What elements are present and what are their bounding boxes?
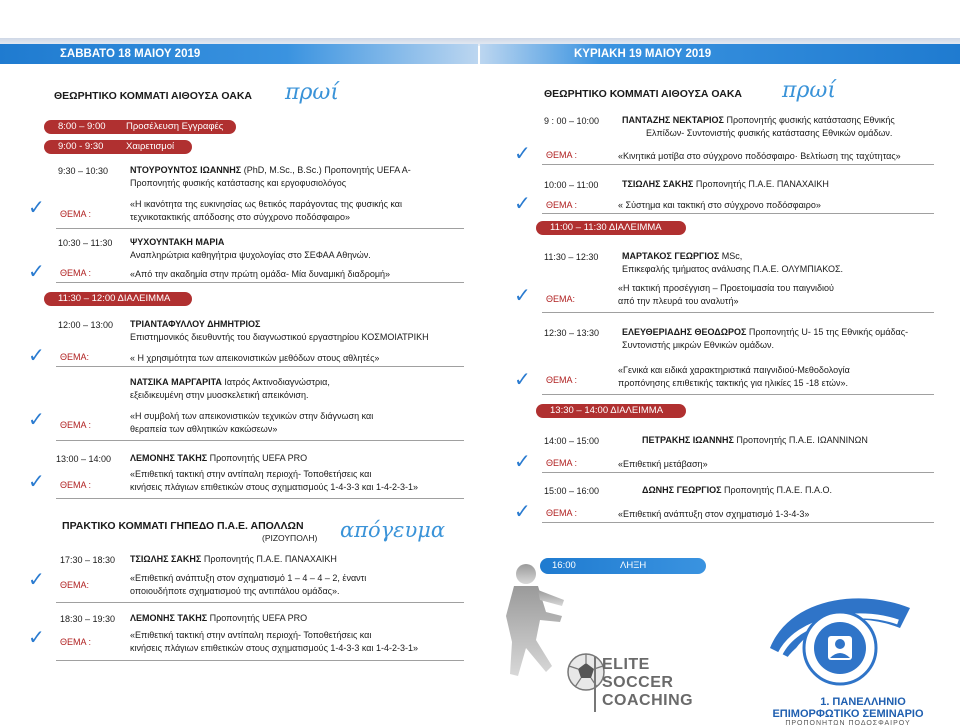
slot-time: 18:30 – 19:30: [60, 614, 116, 624]
theme-label: ΘΕΜΑ :: [546, 200, 578, 210]
practical-location: (ΡΙΖΟΥΠΟΛΗ): [262, 533, 318, 543]
day-sunday: ΚΥΡΙΑΚΗ 19 ΜΑΙΟΥ 2019: [480, 44, 960, 64]
speaker-role: εξειδικευμένη στην μυοσκελετική απεικόνιση.: [130, 390, 309, 400]
check-icon: ✓: [514, 143, 531, 165]
theme-line-1: «Επιθετική τακτική στην αντίπαλη περιοχή- Τοποθετήσεις και: [130, 630, 372, 640]
speaker-role: Συντονιστής μικρών Εθνικών ομάδων.: [622, 340, 775, 350]
speaker-creds: Προπονητής Π.Α.Ε. Π.Α.Ο.: [721, 485, 833, 495]
speaker-name: ΠΕΤΡΑΚΗΣ ΙΩΑΝΝΗΣ: [642, 435, 734, 445]
check-icon: ✓: [28, 345, 45, 367]
slot-time: 12:00 – 13:00: [58, 320, 114, 330]
speaker: [130, 376, 470, 402]
theme-label: ΘΕΜΑ :: [546, 375, 578, 385]
elite-word-2: SOCCER: [602, 674, 674, 691]
theme-label: ΘΕΜΑ :: [60, 209, 92, 219]
slot-time: 9:30 – 10:30: [58, 166, 109, 176]
afternoon-label: απόγευμα: [340, 518, 446, 542]
divider-line: [56, 282, 464, 283]
elite-word-3: COACHING: [602, 692, 694, 709]
speaker-role: Αναπληρώτρια καθηγήτρια ψυχολογίας στο ΣΕΦΑΑ Αθηνών.: [130, 250, 371, 260]
check-icon: ✓: [28, 197, 45, 219]
speaker: [642, 484, 958, 497]
speaker-name: ΤΡΙΑΝΤΑΦΥΛΛΟΥ ΔΗΜΗΤΡΙΟΣ: [130, 319, 261, 329]
theme-line-2: θεραπεία των αθλητικών κακώσεων»: [130, 424, 278, 434]
speaker: [622, 114, 958, 140]
end-text: ΛΗΞΗ ΣΕΜΙΝΑΡΙΟΥ: [540, 560, 647, 587]
check-icon: ✓: [28, 409, 45, 431]
elite-word-1: ELITE: [602, 656, 650, 673]
speaker: [622, 250, 958, 276]
speaker-role: Επιστημονικός διευθυντής του διαγνωστικού εργαστηρίου ΚΟΣΜΟΙΑΤΡΙΚΗ: [130, 332, 429, 342]
speaker-creds: Προπονητής UEFA PRO: [207, 613, 308, 623]
slot-time: 13:00 – 14:00: [56, 454, 112, 464]
schedule-pill-break: 11:30 – 12:00 ΔΙΑΛΕΙΜΜΑ: [44, 292, 192, 306]
day-header-bar: [0, 38, 960, 68]
check-icon: ✓: [28, 627, 45, 649]
morning-label: πρωί: [782, 78, 836, 103]
check-icon: ✓: [28, 261, 45, 283]
theme-label: ΘΕΜΑ :: [546, 508, 578, 518]
speaker-creds: Ιατρός Ακτινοδιαγνώστρια,: [221, 377, 330, 387]
speaker-creds: Προπονητής Π.Α.Ε. ΠΑΝΑΧΑΙΚΗ: [693, 179, 829, 189]
theme-line-1: «Η τακτική προσέγγιση – Προετοιμασία του παιγνιδιού: [618, 283, 834, 293]
speaker-creds: Προπονητής Π.Α.Ε. ΠΑΝΑΧΑΙΚΗ: [201, 554, 337, 564]
speaker: [130, 236, 470, 262]
theory-section-title: ΘΕΩΡΗΤΙΚΟ ΚΟΜΜΑΤΙ ΑΙΘΟΥΣΑ ΟΑΚΑ: [54, 90, 253, 102]
slot-time: 15:00 – 16:00: [544, 486, 600, 496]
divider-line: [56, 602, 464, 603]
speaker-name: ΤΣΙΩΛΗΣ ΣΑΚΗΣ: [622, 179, 694, 189]
speaker: [130, 452, 470, 465]
theme-label: ΘΕΜΑ:: [60, 352, 90, 362]
speaker: [622, 178, 958, 191]
seminar-name: ΕΠΙΜΟΡΦΩΤΙΚΟ ΣΕΜΙΝΑΡΙΟ: [772, 708, 924, 720]
check-icon: ✓: [514, 285, 531, 307]
divider-line: [542, 164, 934, 165]
pill-text: Προσέλευση Εγγραφές: [126, 121, 224, 132]
speaker-name: ΝΤΟΥΡΟΥΝΤΟΣ ΙΩΑΝΝΗΣ: [130, 165, 242, 175]
speaker-name: ΠΑΝΤΑΖΗΣ ΝΕΚΤΑΡΙΟΣ: [622, 115, 724, 125]
theme-label: ΘΕΜΑ :: [60, 637, 92, 647]
divider-line: [56, 498, 464, 499]
speaker-name: ΤΣΙΩΛΗΣ ΣΑΚΗΣ: [130, 554, 202, 564]
theory-section-title: ΘΕΩΡΗΤΙΚΟ ΚΟΜΜΑΤΙ ΑΙΘΟΥΣΑ ΟΑΚΑ: [544, 88, 743, 100]
theme-text: «Επιθετική μετάβαση»: [618, 459, 708, 469]
theme-line-1: «Η συμβολή των απεικονιστικών τεχνικών στην διάγνωση και: [130, 411, 374, 421]
schedule-pill-break: 13:30 – 14:00 ΔΙΑΛΕΙΜΜΑ: [536, 404, 686, 418]
elite-soccer-coaching-logo: [602, 656, 693, 710]
theme-text: [130, 198, 460, 224]
theme-line-2: κινήσεις πλάγιων επιθετικών στους σχηματισμούς 1-4-3-3 και 1-4-2-3-1»: [130, 482, 419, 492]
theme-label: ΘΕΜΑ :: [60, 420, 92, 430]
speaker-creds: Προπονητής UEFA PRO: [207, 453, 308, 463]
theme-label: ΘΕΜΑ :: [60, 268, 92, 278]
divider-line: [56, 228, 464, 229]
divider-line: [56, 660, 464, 661]
morning-label: πρωί: [285, 80, 339, 105]
slot-time: 10:30 – 11:30: [58, 238, 113, 248]
check-icon: ✓: [514, 369, 531, 391]
pill-time: 9:00 - 9:30: [58, 141, 104, 152]
elite-divider: [594, 656, 596, 712]
theme-text: [618, 364, 954, 390]
check-icon: ✓: [514, 501, 531, 523]
check-icon: ✓: [28, 471, 45, 493]
speaker-role: Επικεφαλής τμήματος ανάλυσης Π.Α.Ε. ΟΛΥΜΠΙΑΚΟΣ.: [622, 264, 844, 274]
practical-section-title: ΠΡΑΚΤΙΚΟ ΚΟΜΜΑΤΙ ΓΗΠΕΔΟ Π.Α.Ε. ΑΠΟΛΛΩΝ: [62, 520, 304, 532]
theme-text: « Η χρησιμότητα των απεικονιστικών μεθόδων στους αθλητές»: [130, 353, 380, 363]
speaker: [642, 434, 958, 447]
speaker-role: Προπονητής φυσικής κατάστασης και εργοφυσιολόγος: [130, 178, 347, 188]
divider-line: [56, 440, 464, 441]
theme-label: ΘΕΜΑ :: [546, 150, 578, 160]
pill-time: 8:00 – 9:00: [58, 121, 106, 132]
slot-time: 14:00 – 15:00: [544, 436, 600, 446]
divider-line: [542, 472, 934, 473]
divider-line: [542, 213, 934, 214]
divider-line: [542, 312, 934, 313]
theme-label: ΘΕΜΑ :: [546, 458, 578, 468]
theme-line-2: κινήσεις πλάγιων επιθετικών στους σχηματισμούς 1-4-3-3 και 1-4-2-3-1»: [130, 643, 419, 653]
day-saturday: ΣΑΒΒΑΤΟ 18 ΜΑΙΟΥ 2019: [0, 44, 478, 64]
theme-text: [130, 629, 470, 655]
theme-text: [130, 468, 470, 494]
theme-line-2: από την πλευρά του αναλυτή»: [618, 296, 739, 306]
soccer-ball-icon: [566, 652, 606, 692]
speaker: [622, 326, 958, 352]
theme-text: [130, 572, 460, 598]
speaker-name: ΛΕΜΟΝΗΣ ΤΑΚΗΣ: [130, 613, 208, 623]
speaker-creds: MSc,: [719, 251, 743, 261]
speaker-name: ΨΥΧΟΥΝΤΑΚΗ ΜΑΡΙΑ: [130, 237, 225, 247]
speaker-creds: Προπονητής φυσικής κατάστασης Εθνικής: [723, 115, 895, 125]
schedule-pill-break: 11:00 – 11:30 ΔΙΑΛΕΙΜΜΑ: [536, 221, 686, 235]
speaker-role: Ελπίδων- Συντονιστής φυσικής κατάστασης Εθνικών ομάδων.: [646, 128, 893, 138]
schedule-pill-registration: [44, 120, 236, 134]
divider-line: [542, 522, 934, 523]
divider-line: [56, 366, 464, 367]
speaker-creds: Προπονητής U- 15 της Εθνικής ομάδας-: [746, 327, 909, 337]
schedule-pill-greetings: [44, 140, 192, 154]
pill-text: Χαιρετισμοί: [126, 141, 175, 152]
speaker-name: ΕΛΕΥΘΕΡΙΑΔΗΣ ΘΕΟΔΩΡΟΣ: [622, 327, 747, 337]
theme-line-1: «Επιθετική ανάπτυξη στον σχηματισμό 1 – 4 – 4 – 2, έναντι: [130, 573, 367, 583]
theme-line-1: «Επιθετική τακτική στην αντίπαλη περιοχή- Τοποθετήσεις και: [130, 469, 372, 479]
speaker: [130, 553, 470, 566]
theme-line-2: προπόνησης επιθετικής τακτικής για ηλικίες 15 -18 ετών».: [618, 378, 849, 388]
slot-time: 9 : 00 – 10:00: [544, 116, 600, 126]
slot-time: 17:30 – 18:30: [60, 555, 116, 565]
theme-label: ΘΕΜΑ:: [546, 294, 576, 304]
seminar-subtitle: ΠΡΟΠΟΝΗΤΩΝ ΠΟΔΟΣΦΑΙΡΟΥ: [785, 720, 911, 727]
seminar-title: [738, 696, 958, 727]
slot-time: 12:30 – 13:30: [544, 328, 600, 338]
theme-text: «Από την ακαδημία στην πρώτη ομάδα- Μία δυναμική διαδρομή»: [130, 269, 391, 279]
theme-line-2: οποιουδήποτε σχηματισμού της αντιπάλου ομάδας».: [130, 586, 340, 596]
check-icon: ✓: [28, 569, 45, 591]
slot-time: 11:30 – 12:30: [544, 252, 599, 262]
speaker: [130, 318, 475, 344]
speaker-creds: Προπονητής Π.Α.Ε. ΙΩΑΝΝΙΝΩΝ: [733, 435, 868, 445]
theme-text: «Επιθετική ανάπτυξη στον σχηματισμό 1-3-4-3»: [618, 509, 810, 519]
seminar-number: 1. ΠΑΝΕΛΛΗΝΙΟ: [820, 696, 906, 708]
speaker-name: ΝΑΤΣΙΚΑ ΜΑΡΓΑΡΙΤΑ: [130, 377, 222, 387]
theme-line-2: τεχνικοτακτικής απόδοσης στο σύγχρονο ποδόσφαιρο»: [130, 212, 351, 222]
theme-text: [130, 410, 460, 436]
speaker: [130, 612, 470, 625]
theme-text: «Κινητικά μοτίβα στο σύγχρονο ποδόσφαιρο· Βελτίωση της ταχύτητας»: [618, 151, 901, 161]
theme-text: [618, 282, 954, 308]
speaker-name: ΔΩΝΗΣ ΓΕΩΡΓΙΟΣ: [642, 485, 722, 495]
divider-line: [542, 394, 934, 395]
speaker-creds: (PhD, M.Sc., B.Sc.) Προπονητής UEFA A-: [241, 165, 411, 175]
theme-line-1: «Η ικανότητα της ευκινησίας ως θετικός παράγοντας της φυσικής και: [130, 199, 402, 209]
theme-label: ΘΕΜΑ :: [60, 480, 92, 490]
speaker: [130, 164, 470, 190]
speaker-name: ΛΕΜΟΝΗΣ ΤΑΚΗΣ: [130, 453, 208, 463]
theme-line-1: «Γενικά και ειδικά χαρακτηριστικά παιγνιδιού-Μεθοδολογία: [618, 365, 850, 375]
speaker-name: ΜΑΡΤΑΚΟΣ ΓΕΩΡΓΙΟΣ: [622, 251, 720, 261]
greek-flag-emblem: [740, 588, 920, 692]
check-icon: ✓: [514, 193, 531, 215]
slot-time: 10:00 – 11:00: [544, 180, 599, 190]
theme-text: « Σύστημα και τακτική στο σύγχρονο ποδόσφαιρο»: [618, 200, 821, 210]
end-time: 16:00: [552, 560, 576, 571]
theme-label: ΘΕΜΑ:: [60, 580, 90, 590]
check-icon: ✓: [514, 451, 531, 473]
